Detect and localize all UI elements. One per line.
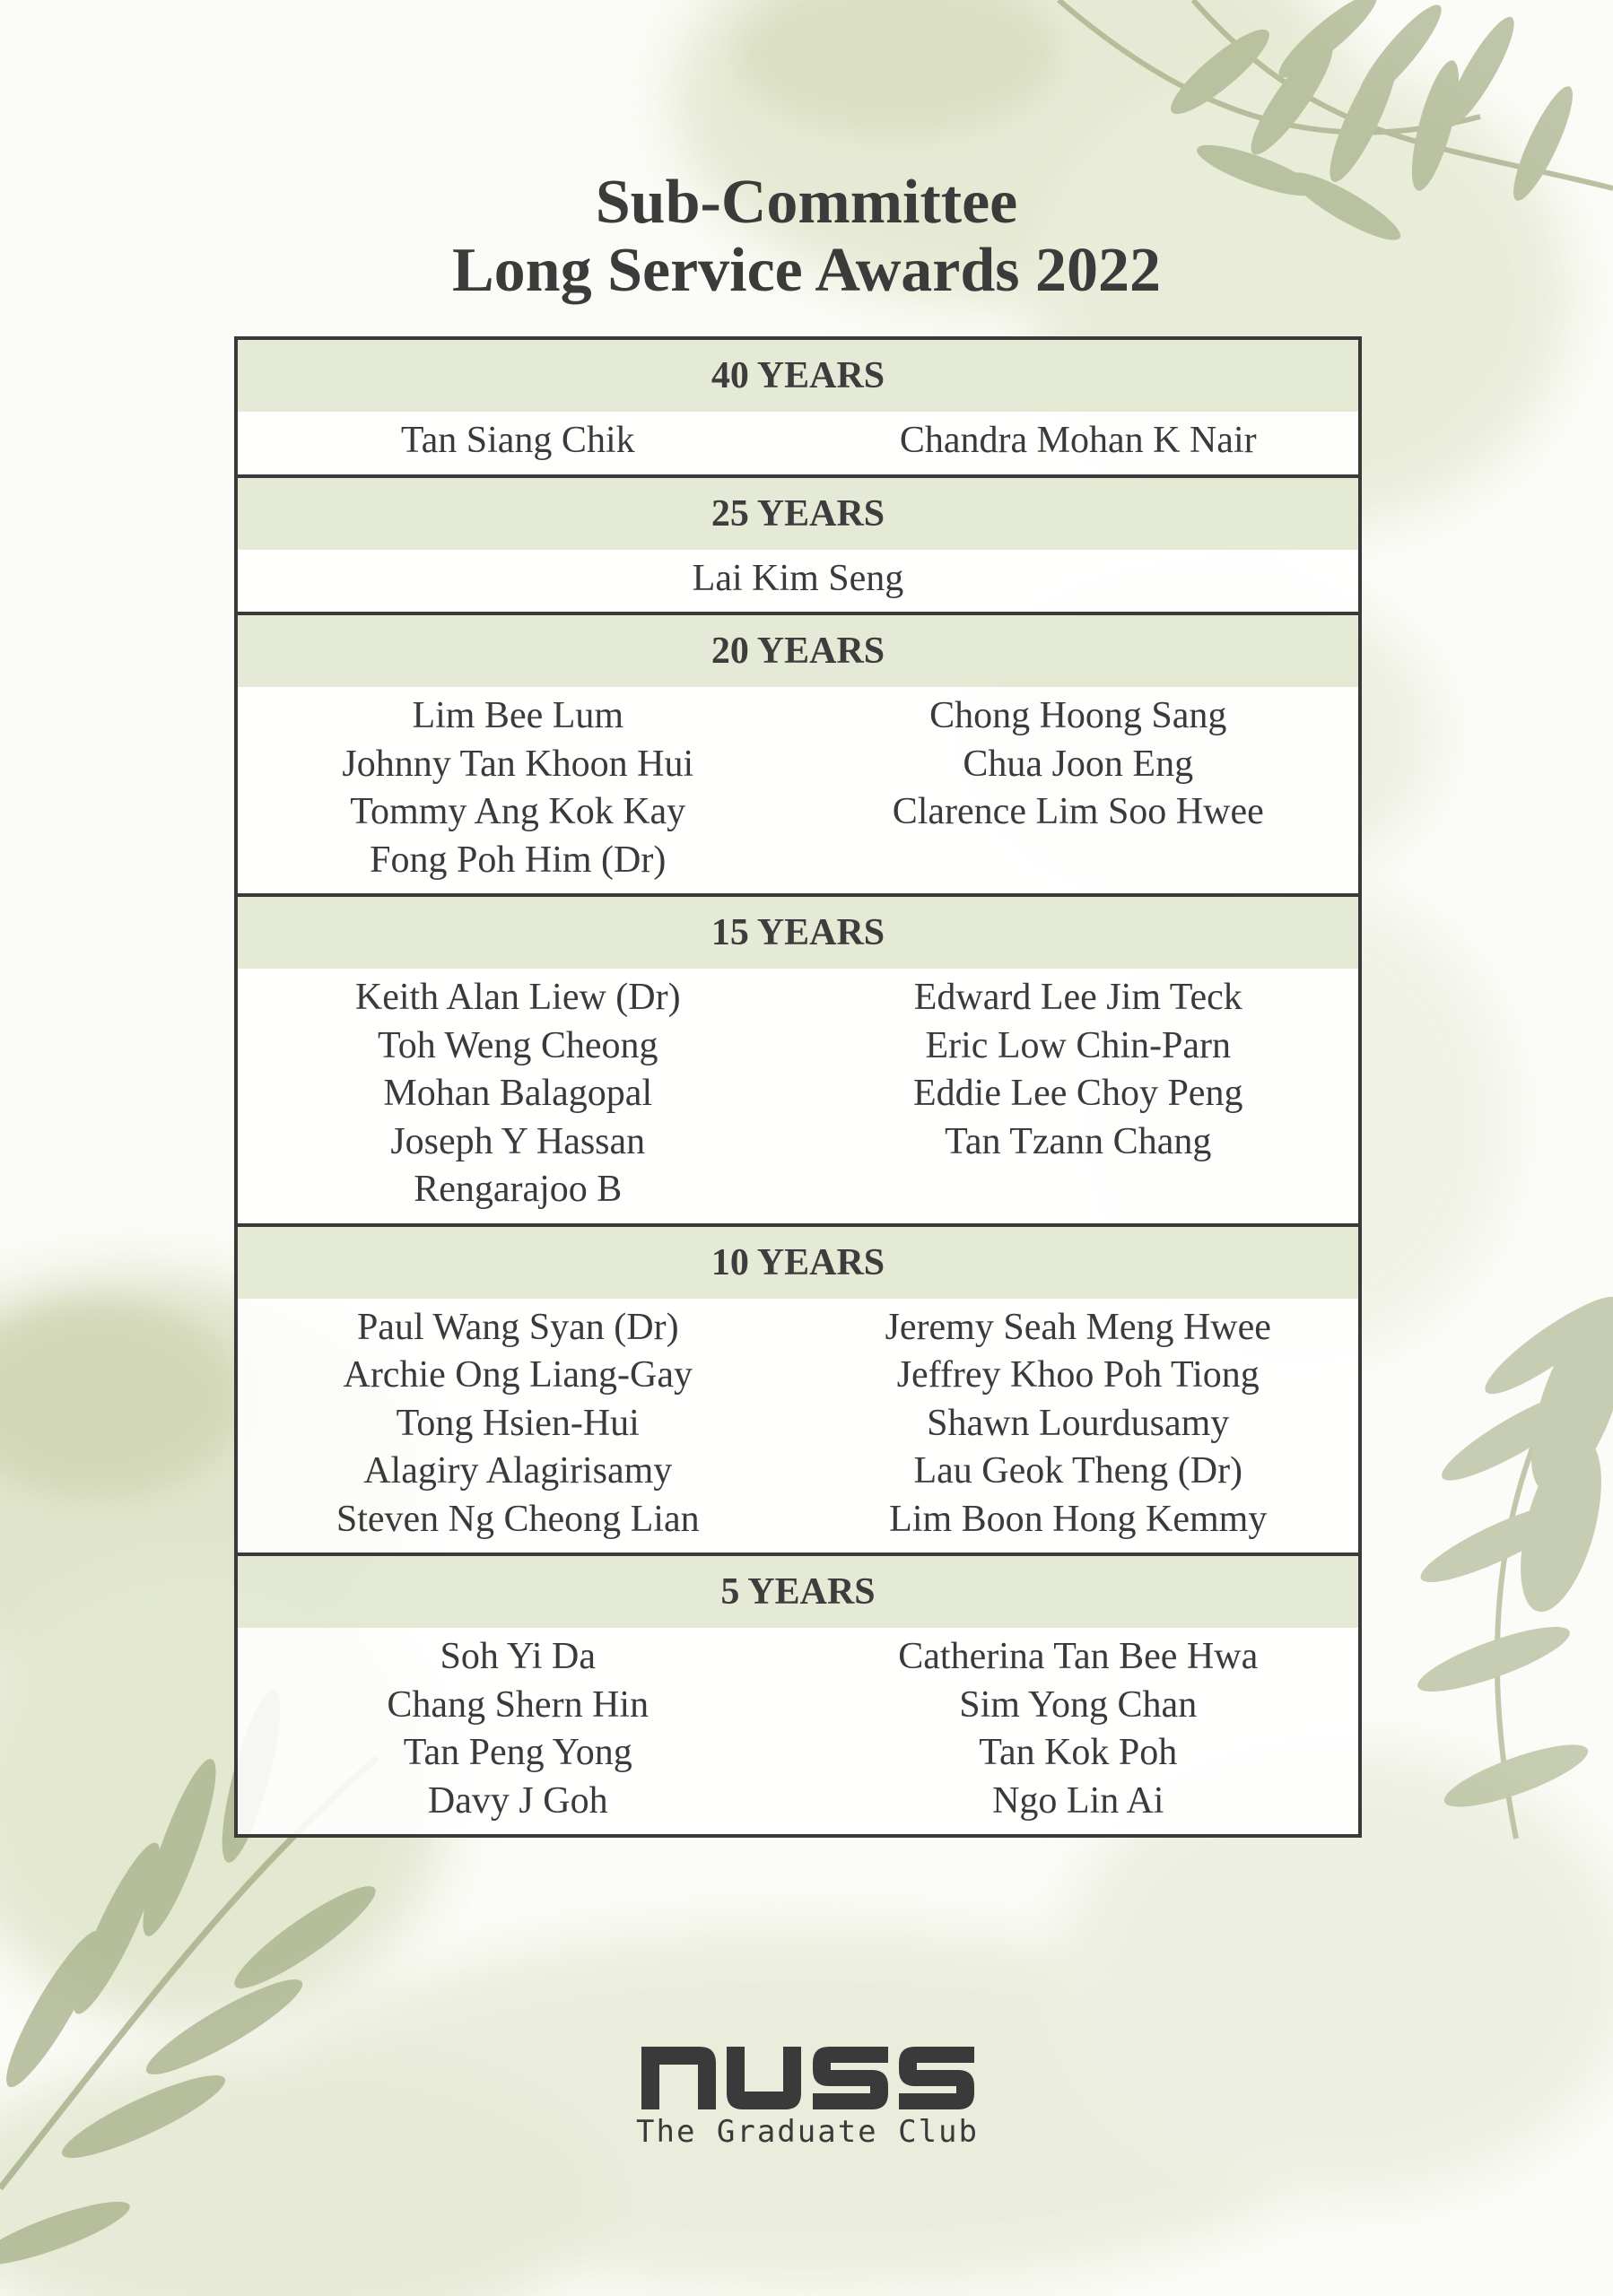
page-title-line-1: Sub-Committee [595,168,1018,237]
section-5-years [238,1552,1358,1834]
awardee-name: Steven Ng Cheong Lian [336,1498,700,1540]
awardee-name: Jeremy Seah Meng Hwee [885,1306,1271,1348]
awardee-name: Tan Tzann Chang [945,1120,1212,1162]
awardee-name: Clarence Lim Soo Hwee [892,791,1264,832]
awardee-name: Mohan Balagopal [383,1073,653,1114]
awardee-name: Sim Yong Chan [959,1683,1198,1726]
section-heading: 15 YEARS [238,897,1358,969]
section-10-years [238,1223,1358,1553]
section-names [238,687,1358,893]
section-names [238,550,1358,613]
awardee-name: Keith Alan Liew (Dr) [354,977,681,1018]
awardee-name: Chua Joon Eng [963,743,1194,785]
awardee-name: Jeffrey Khoo Poh Tiong [896,1354,1260,1396]
names-right-column [798,692,1359,884]
awards-table [234,336,1362,1838]
names-right-column [798,1633,1359,1825]
names-right-column [798,974,1359,1214]
awardee-name: Fong Poh Him (Dr) [370,839,667,881]
names-left-column [238,692,798,884]
section-heading: 20 YEARS [238,615,1358,687]
awardee-name: Lau Geok Theng (Dr) [913,1450,1243,1492]
names-single-column [238,555,1358,604]
awardee-name: Alagiry Alagirisamy [363,1450,673,1492]
awardee-name: Ngo Lin Ai [992,1779,1164,1822]
awardee-name: Tommy Ang Kok Kay [350,791,686,832]
names-left-column [238,417,798,465]
section-heading: 40 YEARS [238,340,1358,412]
awardee-name: Chang Shern Hin [387,1683,650,1726]
awardee-name: Lim Boon Hong Kemmy [889,1498,1268,1540]
section-40-years [238,340,1358,474]
awardee-name: Soh Yi Da [440,1636,596,1677]
awardee-name: Eric Low Chin-Parn [925,1024,1232,1066]
section-25-years [238,474,1358,613]
awardee-name: Lai Kim Seng [692,557,904,599]
section-heading: 5 YEARS [238,1556,1358,1628]
section-names [238,412,1358,474]
section-names [238,1628,1358,1834]
awardee-name: Edward Lee Jim Teck [913,977,1242,1018]
awardee-name: Tan Peng Yong [403,1732,632,1773]
awardee-name: Lim Bee Lum [412,695,624,736]
awardee-name: Shawn Lourdusamy [927,1402,1230,1444]
section-names [238,969,1358,1223]
section-20-years [238,612,1358,893]
section-heading: 25 YEARS [238,478,1358,550]
section-names [238,1299,1358,1553]
names-left-column [238,974,798,1214]
awardee-name: Rengarajoo B [414,1169,623,1210]
names-left-column [238,1633,798,1825]
awardee-name: Eddie Lee Choy Peng [913,1073,1243,1114]
awardee-name: Archie Ong Liang-Gay [343,1354,693,1396]
awardee-name: Toh Weng Cheong [377,1024,658,1066]
awardee-name: Tong Hsien-Hui [396,1402,640,1444]
names-left-column [238,1304,798,1544]
logo-tagline: The Graduate Club [636,2114,979,2150]
awardee-name: Catherina Tan Bee Hwa [898,1636,1259,1677]
awardee-name: Chong Hoong Sang [929,695,1227,736]
page-title-line-2: Long Service Awards 2022 [451,236,1162,305]
awardee-name: Paul Wang Syan (Dr) [356,1306,679,1348]
names-right-column [798,1304,1359,1544]
awardee-name: Joseph Y Hassan [390,1120,646,1162]
awardee-name: Tan Kok Poh [979,1732,1178,1773]
awardee-name: Johnny Tan Khoon Hui [342,743,694,785]
awardee-name: Davy J Goh [427,1779,608,1822]
awardee-name: Chandra Mohan K Nair [899,420,1257,461]
section-15-years [238,893,1358,1223]
section-heading: 10 YEARS [238,1227,1358,1299]
awardee-name: Tan Siang Chik [400,420,635,461]
names-right-column [798,417,1359,465]
